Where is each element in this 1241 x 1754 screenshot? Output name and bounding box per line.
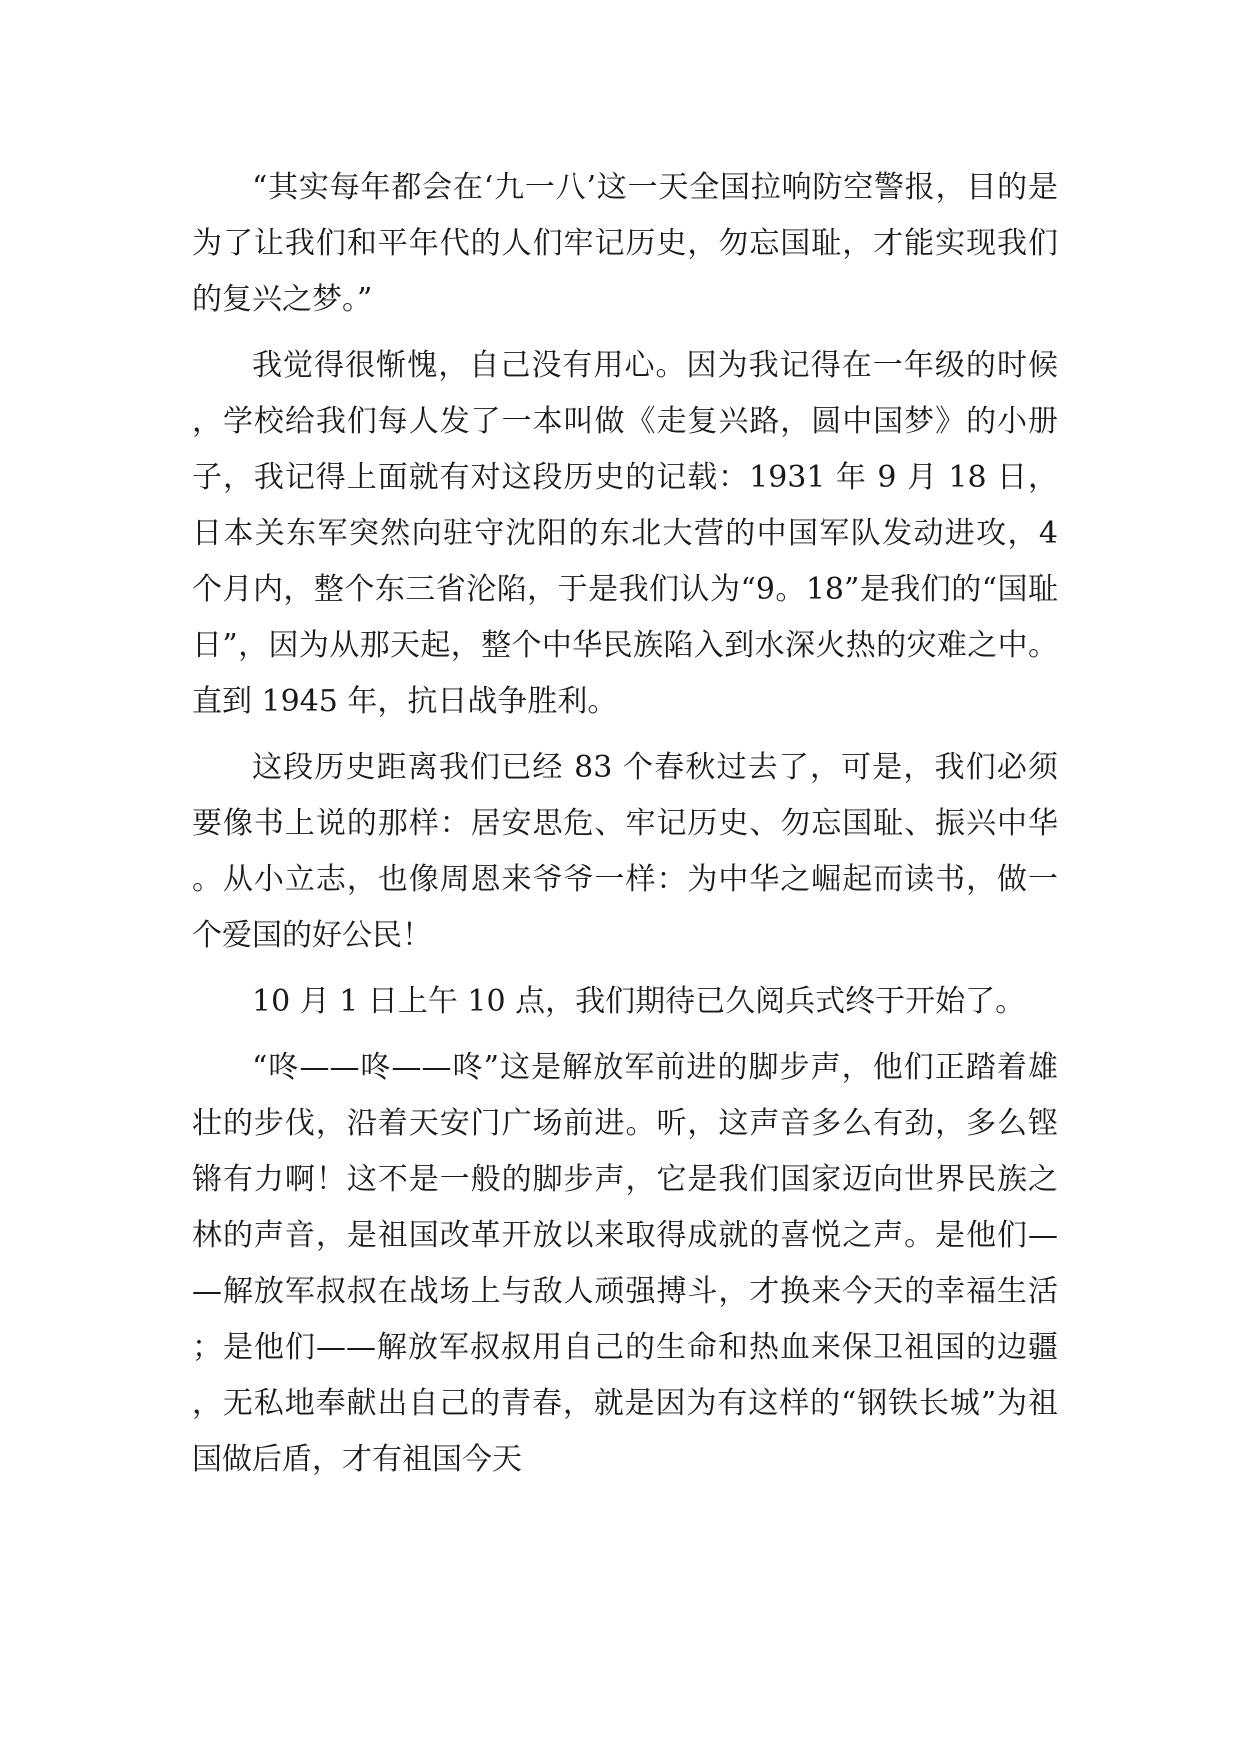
paragraph-2: 我觉得很惭愧，自己没有用心。因为我记得在一年级的时候，学校给我们每人发了一本叫做《走复兴路，圆中国梦》的小册子，我记得上面就有对这段历史的记载：1931 年 9 月 18 日，日本关东军突然向驻守沈阳的东北大营的中国军队发动进攻，4 个月内，整个东三省沦陷，于是我们认为“9。18”是我们的“国耻日”，因为从那天起，整个中华民族陷入到水深火热的灾难之中。直到 1945 年，抗日战争胜利。	[192, 348, 1058, 719]
paragraph-4: 10 月 1 日上午 10 点，我们期待已久阅兵式终于开始了。	[252, 984, 1026, 1019]
paragraph-5: “咚——咚——咚”这是解放军前进的脚步声，他们正踏着雄壮的步伐，沿着天安门广场前进。听，这声音多么有劲，多么铿锵有力啊！这不是一般的脚步声，它是我们国家迈向世界民族之林的声音，是祖国改革开放以来取得成就的喜悦之声。是他们——解放军叔叔在战场上与敌人顽强搏斗，才换来今天的幸福生活；是他们——解放军叔叔用自己的生命和热血来保卫祖国的边疆，无私地奉献出自己的青春，就是因为有这样的“钢铁长城”为祖国做后盾，才有祖国今天	[192, 1050, 1058, 1477]
document-body	[192, 160, 1058, 1488]
paragraph-1: “其实每年都会在‘九一八’这一天全国拉响防空警报，目的是为了让我们和平年代的人们牢记历史，勿忘国耻，才能实现我们的复兴之梦。”	[192, 170, 1058, 317]
paragraph-3: 这段历史距离我们已经 83 个春秋过去了，可是，我们必须要像书上说的那样：居安思危、牢记历史、勿忘国耻、振兴中华。从小立志，也像周恩来爷爷一样：为中华之崛起而读书，做一个爱国的好公民！	[192, 750, 1058, 953]
